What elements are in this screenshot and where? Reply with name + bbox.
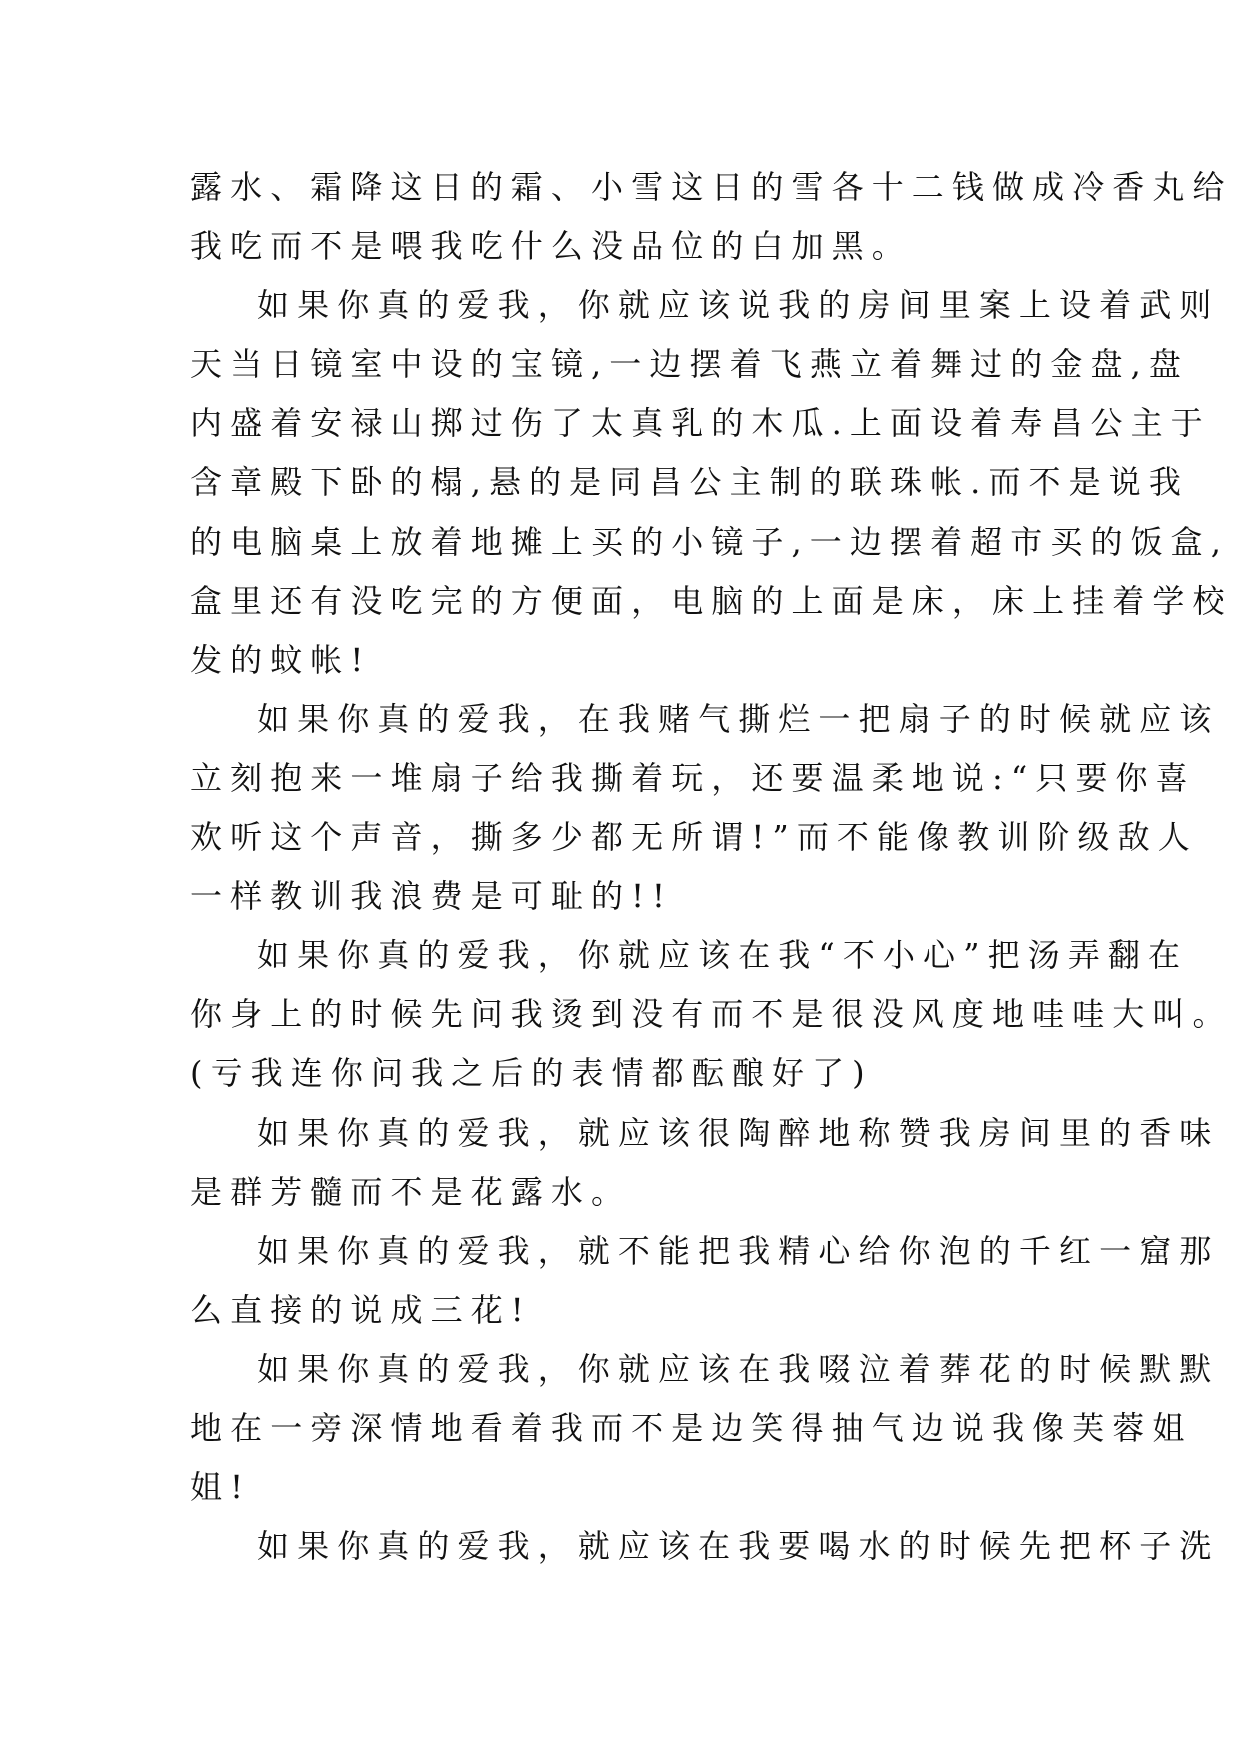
paragraph-line: 你身上的时候先问我烫到没有而不是很没风度地哇哇大叫。 xyxy=(190,995,1233,1034)
paragraph-first-line: 如果你真的爱我，就应该很陶醉地称赞我房间里的香味 xyxy=(257,1113,1220,1152)
paragraph-line: 是群芳髓而不是花露水。 xyxy=(190,1172,632,1211)
paragraph-first-line: 如果你真的爱我，在我赌气撕烂一把扇子的时候就应该 xyxy=(257,699,1220,738)
paragraph-line: 露水、霜降这日的霜、小雪这日的雪各十二钱做成冷香丸给 xyxy=(190,168,1233,206)
paragraph-line: (亏我连你问我之后的表情都酝酿好了) xyxy=(190,1054,873,1093)
paragraph-first-line: 如果你真的爱我，就不能把我精心给你泡的千红一窟那 xyxy=(257,1231,1220,1270)
paragraph-first-line: 如果你真的爱我，你就应该说我的房间里案上设着武则 xyxy=(257,286,1220,325)
paragraph-line: 的电脑桌上放着地摊上买的小镜子,一边摆着超市买的饭盒, xyxy=(190,522,1230,561)
document-body xyxy=(190,158,1233,1576)
paragraph-line: 地在一旁深情地看着我而不是边笑得抽气边说我像芙蓉姐 xyxy=(190,1408,1193,1447)
paragraph-line: 盒里还有没吃完的方便面，电脑的上面是床，床上挂着学校 xyxy=(190,581,1233,620)
paragraph-first-line: 如果你真的爱我，你就应该在我“不小心”把汤弄翻在 xyxy=(257,936,1189,975)
paragraph-line: 发的蚊帐! xyxy=(190,640,372,679)
paragraph-line: 欢听这个声音，撕多少都无所谓!”而不能像教训阶级敌人 xyxy=(190,818,1198,857)
paragraph-line: 含章殿下卧的榻,悬的是同昌公主制的联珠帐.而不是说我 xyxy=(190,463,1189,502)
paragraph-line: 我吃而不是喂我吃什么没品位的白加黑。 xyxy=(190,227,912,266)
paragraph-line: 立刻抱来一堆扇子给我撕着玩，还要温柔地说:“只要你喜 xyxy=(190,758,1196,797)
paragraph-line: 么直接的说成三花! xyxy=(190,1290,532,1329)
paragraph-line: 姐! xyxy=(190,1468,252,1507)
paragraph-first-line: 如果你真的爱我，你就应该在我啜泣着葬花的时候默默 xyxy=(257,1349,1220,1388)
paragraph-line: 内盛着安禄山掷过伤了太真乳的木瓜.上面设着寿昌公主于 xyxy=(190,404,1211,443)
paragraph-line: 天当日镜室中设的宝镜,一边摆着飞燕立着舞过的金盘,盘 xyxy=(190,345,1189,384)
paragraph-line: 一样教训我浪费是可耻的!! xyxy=(190,877,674,916)
paragraph-first-line: 如果你真的爱我，就应该在我要喝水的时候先把杯子洗 xyxy=(257,1527,1220,1566)
